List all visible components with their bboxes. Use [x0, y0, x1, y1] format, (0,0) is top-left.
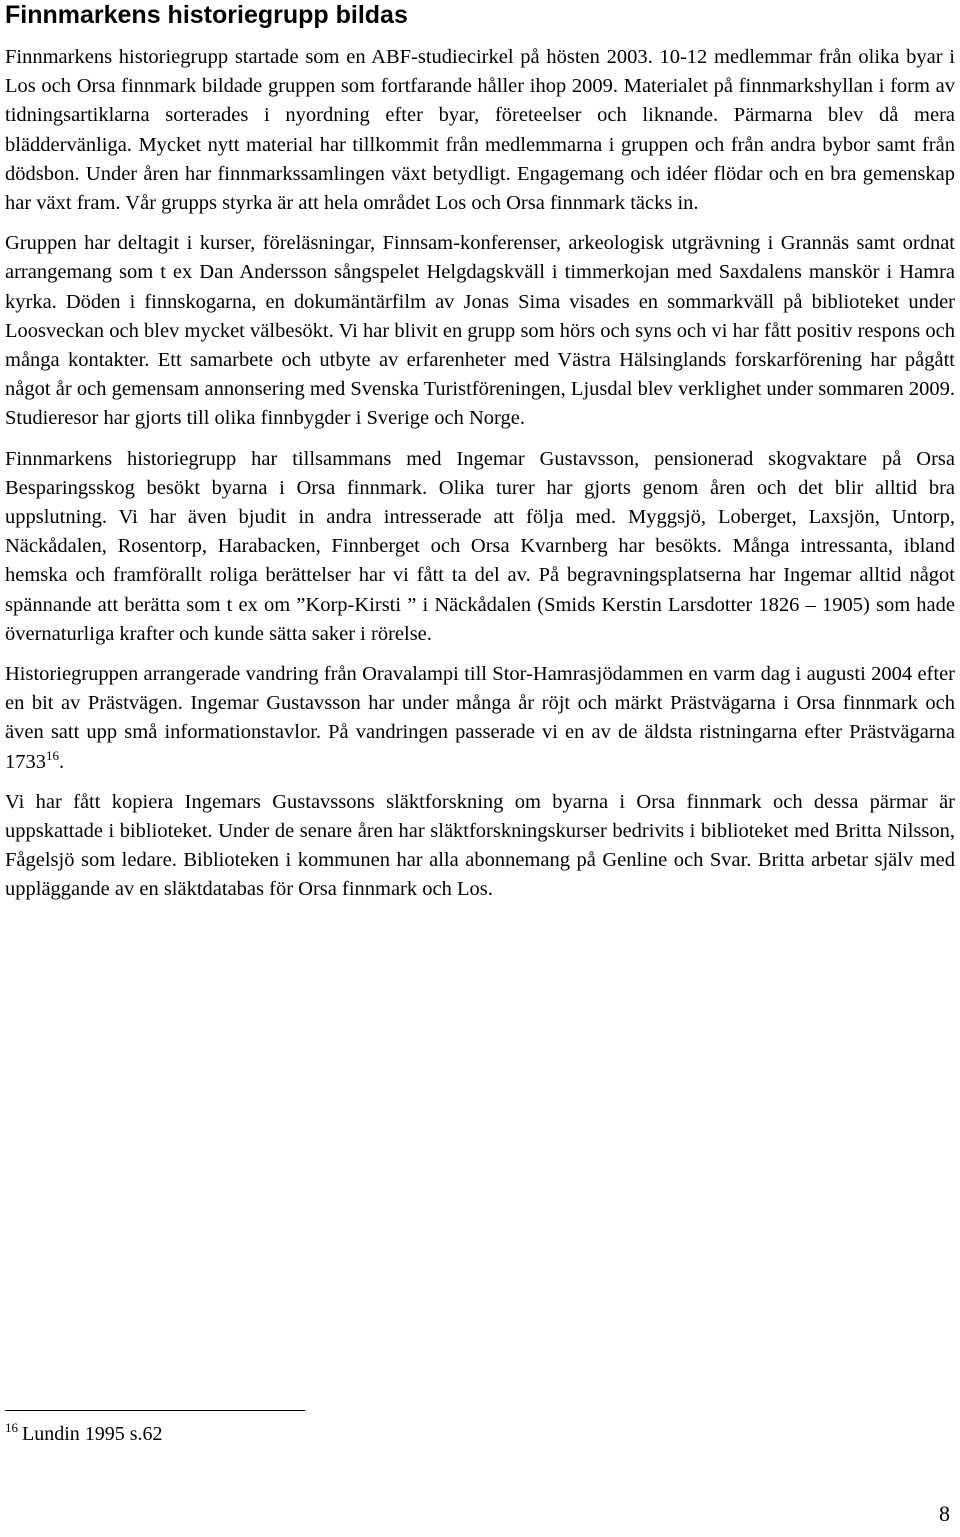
paragraph-5: Vi har fått kopiera Ingemars Gustavssons släktforskning om byarna i Orsa finnmark och dessa pärmar är uppskattade i biblioteket. Under de senare åren har släktforskningskurser bedrivits i biblioteket med Britta Nilsson, Fågelsjö som ledare. Biblioteken i kommunen har alla abonnemang på Genline och Svar. Britta arbetar själv med uppläggande av en släktdatabas för Orsa finnmark och Los.	[5, 790, 955, 901]
footnote	[5, 1421, 163, 1447]
section-heading: Finnmarkens historiegrupp bildas	[5, 1, 408, 29]
document-page	[5, 0, 955, 905]
footnote-number: 16	[5, 1420, 18, 1436]
page-number: 8	[939, 1501, 950, 1526]
paragraph-3: Finnmarkens historiegrupp har tillsammans med Ingemar Gustavsson, pensionerad skogvaktare på Orsa Besparingsskog besökt byarna i Orsa finnmark. Olika turer har gjorts genom åren och det blir alltid bra uppslutning. Vi har även bjudit in andra intresserade att följa med. Myggsjö, Loberget, Laxsjön, Untorp, Näckådalen, Rosentorp, Harabacken, Finnberget och Orsa Kvarnberg har besökts. Många intressanta, ibland hemska och framförallt roliga berättelser har vi fått ta del av. På begravningsplatserna har Ingemar alltid något spännande att berätta som t ex om ”Korp-Kirsti ” i Näckådalen (Smids Kerstin Larsdotter 1826 – 1905) som hade övernaturliga krafter och kunde sätta saker i rörelse.	[5, 447, 955, 645]
paragraph-4	[5, 660, 955, 777]
footnote-text: Lundin 1995 s.62	[22, 1423, 163, 1445]
paragraph-4-text: Historiegruppen arrangerade vandring från Oravalampi till Stor-Hamrasjödammen en varm dag i augusti 2004 efter en bit av Prästvägen. Ingemar Gustavsson har under många år röjt och märkt Prästvägarna i Orsa finnmark och även satt upp små informationstavlor. På vandringen passerade vi en av de äldsta ristningarna efter Prästvägarna 1733	[5, 663, 955, 773]
paragraph-4-end: .	[59, 750, 65, 773]
paragraph-2: Gruppen har deltagit i kurser, föreläsningar, Finnsam-konferenser, arkeologisk utgrävning i Grannäs samt ordnat arrangemang som t ex Dan Andersson sångspelet Helgdagskväll i timmerkojan med Saxdalens manskör i Hamra kyrka. Döden i finnskogarna, en dokumäntärfilm av Jonas Sima visades en sommarkväll på biblioteket under Loosveckan och blev mycket välbesökt. Vi har blivit en grupp som hörs och syns och vi har fått positiv respons och många kontakter. Ett samarbete och utbyte av erfarenheter med Västra Hälsinglands forskarförening har pågått något år och gemensam annonsering med Svenska Turistföreningen, Ljusdal blev verklighet under sommaren 2009. Studieresor har gjorts till olika finnbygder i Sverige och Norge.	[5, 232, 955, 430]
paragraph-1: Finnmarkens historiegrupp startade som en ABF-studiecirkel på hösten 2003. 10-12 medlemmar från olika byar i Los och Orsa finnmark bildade gruppen som fortfarande håller ihop 2009. Materialet på finnmarkshyllan i form av tidningsartiklarna sorterades i nyordning efter byar, företeelser och liknande. Pärmarna blev då mera bläddervänliga. Mycket nytt material har tillkommit från medlemmarna i gruppen och från andra bybor samt från dödsbon. Under åren har finnmarkssamlingen växt betydligt. Engagemang och idéer flödar och en bra gemenskap har växt fram. Vår grupps styrka är att hela området Los och Orsa finnmark täcks in.	[5, 46, 955, 215]
footnote-reference[interactable]: 16	[46, 747, 59, 763]
footnote-separator	[5, 1410, 305, 1411]
